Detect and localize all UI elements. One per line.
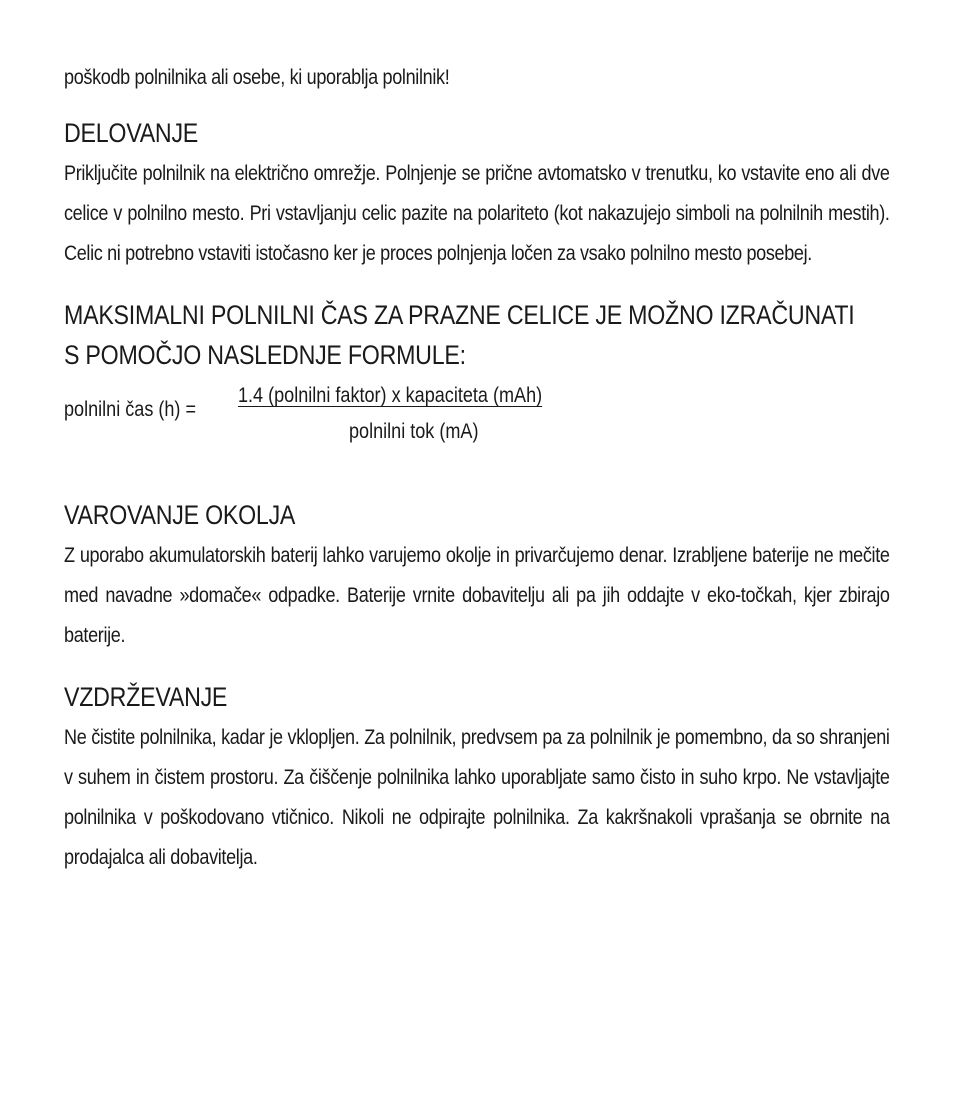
heading-varovanje-okolja: VAROVANJE OKOLJA — [64, 500, 296, 530]
formula-numerator: 1.4 (polnilni faktor) x kapaciteta (mAh) — [238, 384, 543, 407]
text-varovanje-okolja: Z uporabo akumulatorskih baterij lahko varujemo okolje in privarčujemo denar. Izrabljene baterije ne mečite med navadne »domače« odpadke. Baterije vrnite dobavitelju ali pa jih oddajte v eko-točkah, kjer zbirajo baterije. — [64, 544, 890, 647]
formula-denominator: polnilni tok (mA) — [349, 420, 479, 443]
section-delovanje — [64, 114, 890, 274]
heading-maksimalni-cas-line1: MAKSIMALNI POLNILNI ČAS ZA PRAZNE CELICE JE MOŽNO IZRAČUNATI — [64, 300, 855, 330]
section-vzdrzevanje — [64, 678, 890, 878]
formula-lhs: polnilni čas (h) = — [64, 398, 197, 421]
text-delovanje: Priključite polnilnik na električno omrežje. Polnjenje se prične avtomatsko v trenutku, ko vstavite eno ali dve celice v polnilno mesto. Pri vstavljanju celic pazite na polariteto (kot nakazujejo simboli na polnilnih mestih). Celic ni potrebno vstaviti istočasno ker je proces polnjenja ločen za vsako polnilno mesto posebej. — [64, 162, 890, 265]
document-page — [64, 58, 890, 900]
section-varovanje-okolja — [64, 496, 890, 656]
heading-delovanje: DELOVANJE — [64, 118, 199, 148]
intro-line: poškodb polnilnika ali osebe, ki uporablja polnilnik! — [64, 66, 450, 89]
text-vzdrzevanje: Ne čistite polnilnika, kadar je vklopljen. Za polnilnik, predvsem pa za polnilnik je pomembno, da so shranjeni v suhem in čistem prostoru. Za čiščenje polnilnika lahko uporabljate samo čisto in suho krpo. Ne vstavljajte polnilnika v poškodovano vtičnico. Nikoli ne odpirajte polnilnika. Za kakršnakoli vprašanja se obrnite na prodajalca ali dobavitelja. — [64, 726, 890, 869]
heading-maksimalni-cas-line2: S POMOČJO NASLEDNJE FORMULE: — [64, 340, 466, 370]
charging-time-formula — [64, 384, 890, 470]
heading-vzdrzevanje: VZDRŽEVANJE — [64, 682, 228, 712]
section-maksimalni-cas — [64, 296, 890, 470]
